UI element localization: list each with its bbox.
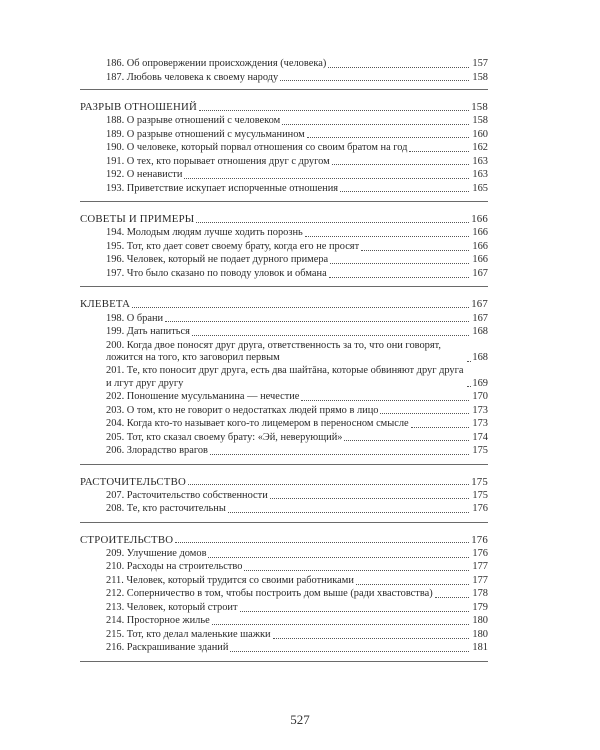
entry-title: 210. Расходы на строительство (106, 561, 243, 573)
page-reference: 178 (472, 588, 488, 600)
toc-entry (80, 183, 488, 195)
entry-title: 201. Те, кто поносит друг друга, есть два шайтāна, которые обвиняют друг друга и лгут друг другу (106, 365, 464, 389)
entry-title: 198. О брани (106, 312, 164, 324)
section-title: КЛЕВЕТА (80, 298, 131, 311)
page-reference: 175 (471, 475, 488, 488)
toc-entry (80, 254, 488, 266)
entry-title: 214. Просторное жилье (106, 615, 210, 627)
dot-leader (409, 150, 469, 152)
dot-leader (344, 439, 469, 441)
page-reference: 170 (472, 391, 488, 403)
dot-leader (307, 136, 469, 138)
toc-entry (80, 602, 488, 614)
dot-leader (467, 385, 471, 387)
toc-entry (80, 241, 488, 253)
page-reference: 167 (472, 267, 488, 279)
page-reference: 179 (472, 601, 488, 613)
entry-title: 200. Когда двое поносят друг друга, ответственность за то, что они говорят, ложится на того, кто заговорил первым (106, 339, 441, 363)
toc-section (80, 476, 488, 523)
page-reference: 180 (472, 615, 488, 627)
toc-entry (80, 365, 488, 389)
toc-entry (80, 629, 488, 641)
dot-leader (380, 412, 469, 414)
dot-leader (273, 637, 469, 639)
toc-entry (80, 548, 488, 560)
entry-title: 191. О тех, кто порывает отношения друг с другом (106, 155, 330, 167)
dot-leader (282, 123, 469, 125)
page-reference: 175 (472, 445, 488, 457)
dot-leader (280, 79, 469, 81)
toc-entry (80, 642, 488, 654)
toc-entry (80, 169, 488, 181)
page-reference: 158 (472, 115, 488, 127)
page-reference: 167 (472, 312, 488, 324)
dot-leader (230, 650, 469, 652)
page-reference: 163 (472, 155, 488, 167)
section-title: СТРОИТЕЛЬСТВО (80, 533, 174, 546)
dot-leader (208, 556, 469, 558)
toc-entry (80, 326, 488, 338)
page-reference: 158 (471, 101, 488, 113)
dot-leader (411, 426, 469, 428)
dot-leader (467, 360, 471, 362)
entry-title: 188. О разрыве отношений с человеком (106, 115, 281, 127)
toc-section (80, 298, 488, 464)
toc-entry (80, 490, 488, 502)
toc-section (80, 534, 488, 662)
page-reference: 163 (472, 169, 488, 181)
page-reference: 166 (472, 240, 488, 252)
toc-entry (80, 503, 488, 515)
dot-leader (175, 541, 469, 543)
page-reference: 162 (472, 142, 488, 154)
page-reference: 166 (471, 213, 488, 226)
toc-entry (80, 405, 488, 417)
entry-title: 195. Тот, кто дает совет своему брату, когда его не просят (106, 240, 360, 252)
entry-title: 199. Дать напиться (106, 326, 190, 338)
table-of-contents (80, 58, 488, 673)
page-reference: 168 (472, 351, 488, 363)
toc-section-heading (80, 534, 488, 546)
page-reference: 168 (472, 326, 488, 338)
toc-entry (80, 115, 488, 127)
page-reference: 175 (472, 489, 488, 501)
page-reference: 176 (471, 533, 488, 546)
entry-title: 190. О человеке, который порвал отношения со своим братом на год (106, 142, 408, 154)
entry-title: 193. Приветствие искупает испорченные отношения (106, 182, 339, 194)
entry-title: 208. Те, кто расточительны (106, 503, 226, 515)
toc-section-heading (80, 298, 488, 310)
toc-entry (80, 561, 488, 573)
section-title: РАЗРЫВ ОТНОШЕНИЙ (80, 101, 197, 113)
entry-title: 216. Раскрашивание зданий (106, 642, 229, 654)
page-reference: 173 (472, 404, 488, 416)
entry-title: 192. О ненависти (106, 169, 183, 181)
toc-entry (80, 588, 488, 600)
entry-title: 187. Любовь человека к своему народу (106, 71, 279, 83)
page-reference: 181 (472, 642, 488, 654)
dot-leader (329, 276, 469, 278)
page-number: 527 (290, 712, 310, 727)
dot-leader (332, 163, 469, 165)
toc-section (80, 213, 488, 287)
page-reference: 176 (472, 547, 488, 559)
dot-leader (305, 235, 469, 237)
toc-entry (80, 575, 488, 587)
page-reference: 180 (472, 628, 488, 640)
entry-title: 196. Человек, который не подает дурного примера (106, 254, 329, 266)
page-reference: 167 (471, 298, 488, 311)
dot-leader (361, 249, 469, 251)
page-reference: 176 (472, 503, 488, 515)
dot-leader (240, 610, 469, 612)
dot-leader (210, 453, 469, 455)
toc-entry (80, 156, 488, 168)
entry-title: 202. Поношение мусульманина — нечестие (106, 391, 300, 403)
page-reference: 165 (472, 182, 488, 194)
page-reference: 166 (472, 254, 488, 266)
dot-leader (192, 334, 469, 336)
toc-section (80, 101, 488, 202)
toc-section (80, 58, 488, 90)
entry-title: 206. Злорадство врагов (106, 445, 208, 457)
dot-leader (356, 583, 469, 585)
entry-title: 213. Человек, который строит (106, 601, 238, 613)
entry-title: 209. Улучшение домов (106, 547, 207, 559)
entry-title: 197. Что было сказано по поводу уловок и обмана (106, 267, 327, 279)
toc-entry (80, 445, 488, 457)
page-reference: 158 (472, 71, 488, 83)
page-reference: 169 (472, 377, 488, 389)
dot-leader (188, 483, 469, 485)
toc-entry (80, 129, 488, 141)
toc-entry (80, 418, 488, 430)
toc-entry (80, 227, 488, 239)
toc-section-heading (80, 101, 488, 113)
entry-title: 203. О том, кто не говорит о недостатках людей прямо в лицо (106, 404, 379, 416)
toc-section-heading (80, 213, 488, 225)
dot-leader (196, 221, 469, 223)
entry-title: 212. Соперничество в том, чтобы построить дом выше (ради хвастовства) (106, 588, 433, 600)
toc-entry (80, 72, 488, 84)
entry-title: 211. Человек, который трудится со своими работниками (106, 574, 354, 586)
dot-leader (184, 177, 469, 179)
entry-title: 189. О разрыве отношений с мусульманином (106, 128, 305, 140)
dot-leader (212, 623, 469, 625)
dot-leader (328, 66, 469, 68)
page-reference: 177 (472, 574, 488, 586)
toc-entry (80, 268, 488, 280)
toc-entry (80, 142, 488, 154)
dot-leader (301, 399, 469, 401)
entry-title: 207. Расточительство собственности (106, 489, 268, 501)
dot-leader (340, 190, 469, 192)
toc-entry (80, 432, 488, 444)
dot-leader (165, 320, 469, 322)
dot-leader (270, 497, 469, 499)
page-reference: 166 (472, 227, 488, 239)
dot-leader (435, 596, 469, 598)
entry-title: 186. Об опровержении происхождения (человека) (106, 58, 327, 69)
dot-leader (199, 109, 469, 111)
toc-entry (80, 391, 488, 403)
dot-leader (244, 569, 469, 571)
toc-entry (80, 313, 488, 325)
page-reference: 174 (472, 431, 488, 443)
toc-entry (80, 58, 488, 70)
section-title: РАСТОЧИТЕЛЬСТВО (80, 475, 186, 488)
page-reference: 177 (472, 561, 488, 573)
toc-entry (80, 340, 488, 364)
section-title: СОВЕТЫ И ПРИМЕРЫ (80, 213, 195, 226)
page-reference: 160 (472, 128, 488, 140)
entry-title: 205. Тот, кто сказал своему брату: «Эй, неверующий» (106, 431, 343, 443)
dot-leader (132, 306, 469, 308)
page-reference: 157 (472, 58, 488, 69)
page-reference: 173 (472, 418, 488, 430)
dot-leader (228, 511, 469, 513)
toc-entry (80, 615, 488, 627)
entry-title: 204. Когда кто-то называет кого-то лицемером в переносном смысле (106, 418, 409, 430)
entry-title: 194. Молодым людям лучше ходить порознь (106, 227, 303, 239)
dot-leader (330, 262, 469, 264)
entry-title: 215. Тот, кто делал маленькие шажки (106, 628, 271, 640)
toc-section-heading (80, 476, 488, 488)
